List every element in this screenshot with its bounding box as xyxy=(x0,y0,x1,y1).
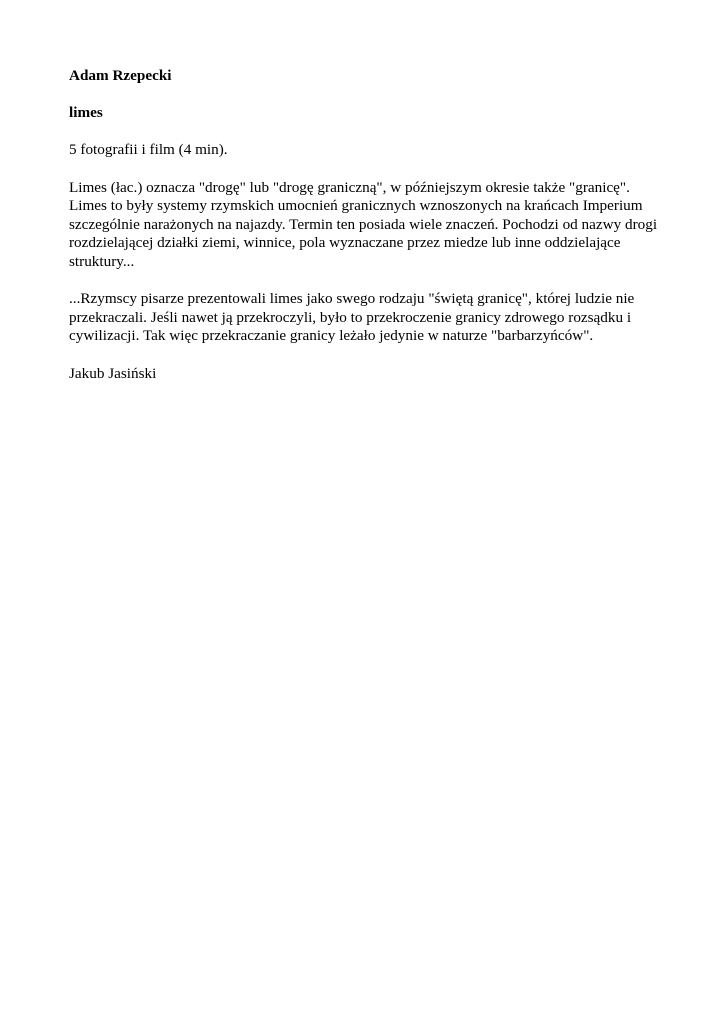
paragraph-roman-writers: ...Rzymscy pisarze prezentowali limes jako swego rodzaju "świętą granicę", której ludzie nie przekraczali. Jeśli nawet ją przekroczyli, było to przekroczenie granicy zdrowego rozsądku i cywilizacji. Tak więc przekraczanie granicy leżało jedynie w naturze "barbarzyńców". xyxy=(69,290,635,345)
summary-line: 5 fotografii i film (4 min). xyxy=(69,141,228,159)
document-title: limes xyxy=(69,104,103,122)
author-name: Adam Rzepecki xyxy=(69,67,172,84)
document-body xyxy=(69,67,659,402)
signature: Jakub Jasiński xyxy=(69,364,157,382)
paragraph-limes-definition: Limes (łac.) oznacza "drogę" lub "drogę graniczną", w późniejszym okresie także "granicę". Limes to były systemy rzymskich umocnień granicznych wznoszonych na krańcach Imperium szczególnie narażonych na najazdy. Termin ten posiada wiele znaczeń. Pochodzi od nazwy drogi rozdzielającej działki ziemi, winnice, pola wyznaczane przez miedze lub inne oddzielające struktury... xyxy=(69,178,658,270)
